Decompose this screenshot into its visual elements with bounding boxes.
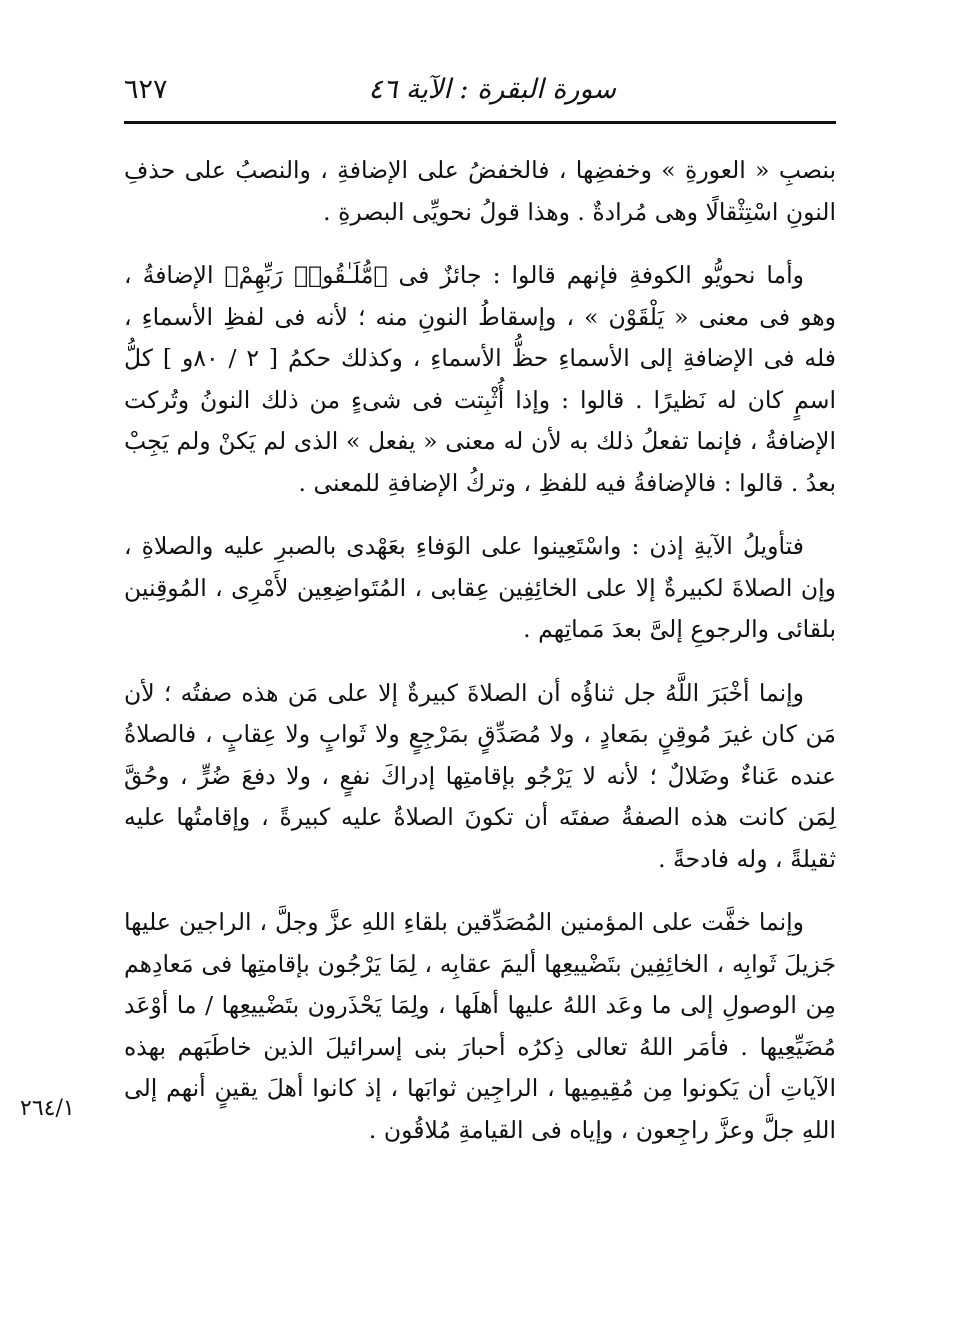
paragraph: وإنما خفَّت على المؤمنين المُصَدِّقين بلقاءِ اللهِ عزَّ وجلَّ ، الراجين عليها جَزيلَ ثَوابِه ، الخائِفِين بتَضْييعِها أليمَ عقابِه ، لِمَا يَرْجُون بإقامتِها فى مَعادِهم مِن الوصولِ إلى ما وعَد اللهُ عليها أهلَها ، ولِمَا يَحْذَرون بتَضْييعِها / ما أوْعَد مُضَيِّعِيها . فأمَر اللهُ تعالى ذِكرُه أحبارَ بنى إسرائيلَ الذين خاطَبَهم بهذه الآياتِ أن يَكونوا مِن مُقِيمِيها ، الراجِين ثوابَها ، إذ كانوا أهلَ يقينٍ أنهم إلى اللهِ جلَّ وعزَّ راجِعون ، وإياه فى القيامةِ مُلاقُون . [124,908,836,1144]
paragraph: وأما نحويُّو الكوفةِ فإنهم قالوا : جائزٌ فى ﴿مُّلَـٰقُوا۟ رَبِّهِمْ﴾ الإضافةُ ، وهو فى معنى « يَلْقَوْن » ، وإسقاطُ النونِ منه ؛ لأنه فى لفظِ الأسماءِ ، فله فى الإضافةِ إلى الأسماءِ حظُّ الأسماءِ ، وكذلك حكمُ [ ٢ / ٨٠و ] كلُّ اسمٍ كان له نَظيرًا . قالوا : وإذا أُثْبِتت فى شىءٍ من ذلك النونُ وتُركت الإضافةُ ، فإنما تفعلُ ذلك به لأن له معنى « يفعل » الذى لم يَكنْ ولم يَجِبْ بعدُ . قالوا : فالإضافةُ فيه للفظِ ، وتركُ الإضافةِ للمعنى . [124,261,836,497]
page-number: ٦٢٧ [124,74,168,105]
paragraph: بنصبِ « العورةِ » وخفضِها ، فالخفضُ على الإضافةِ ، والنصبُ على حذفِ النونِ اسْتِثْقالًا وهى مُرادةٌ . وهذا قولُ نحويِّى البصرةِ . [124,156,836,226]
paragraph: وإنما أخْبَرَ اللَّهُ جل ثناؤُه أن الصلاةَ كبيرةٌ إلا على مَن هذه صفتُه ؛ لأن مَن كان غيرَ مُوقِنٍ بمَعادٍ ، ولا مُصَدِّقٍ بمَرْجِعٍ ولا ثَوابٍ ولا عِقابٍ ، فالصلاةُ عنده عَناءٌ وضَلالٌ ؛ لأنه لا يَرْجُو بإقامتِها إدراكَ نفعٍ ، ولا دفعَ ضُرٍّ ، وحُقَّ لِمَن كانت هذه الصفةُ صفتَه أن تكونَ الصلاةُ عليه كبيرةً ، وإقامتُها عليه ثقيلةً ، وله فادحةً . [124,678,836,873]
header-rule [124,121,836,124]
paragraph: فتأويلُ الآيةِ إذن : واسْتَعِينوا على الوَفاءِ بعَهْدى بالصبرِ عليه والصلاةِ ، وإن الصلاةَ لكبيرةٌ إلا على الخائِفِين عِقابى ، المُتَواضِعِين لأَمْرِى ، المُوقِنين بلقائى والرجوعِ إلىَّ بعدَ مَماتِهم . [124,532,836,643]
body-text [124,150,836,1173]
margin-reference: ٢٦٤/١ [20,1096,75,1121]
page-header [124,68,836,112]
running-head: سورة البقرة : الآية ٤٦ [368,74,616,105]
